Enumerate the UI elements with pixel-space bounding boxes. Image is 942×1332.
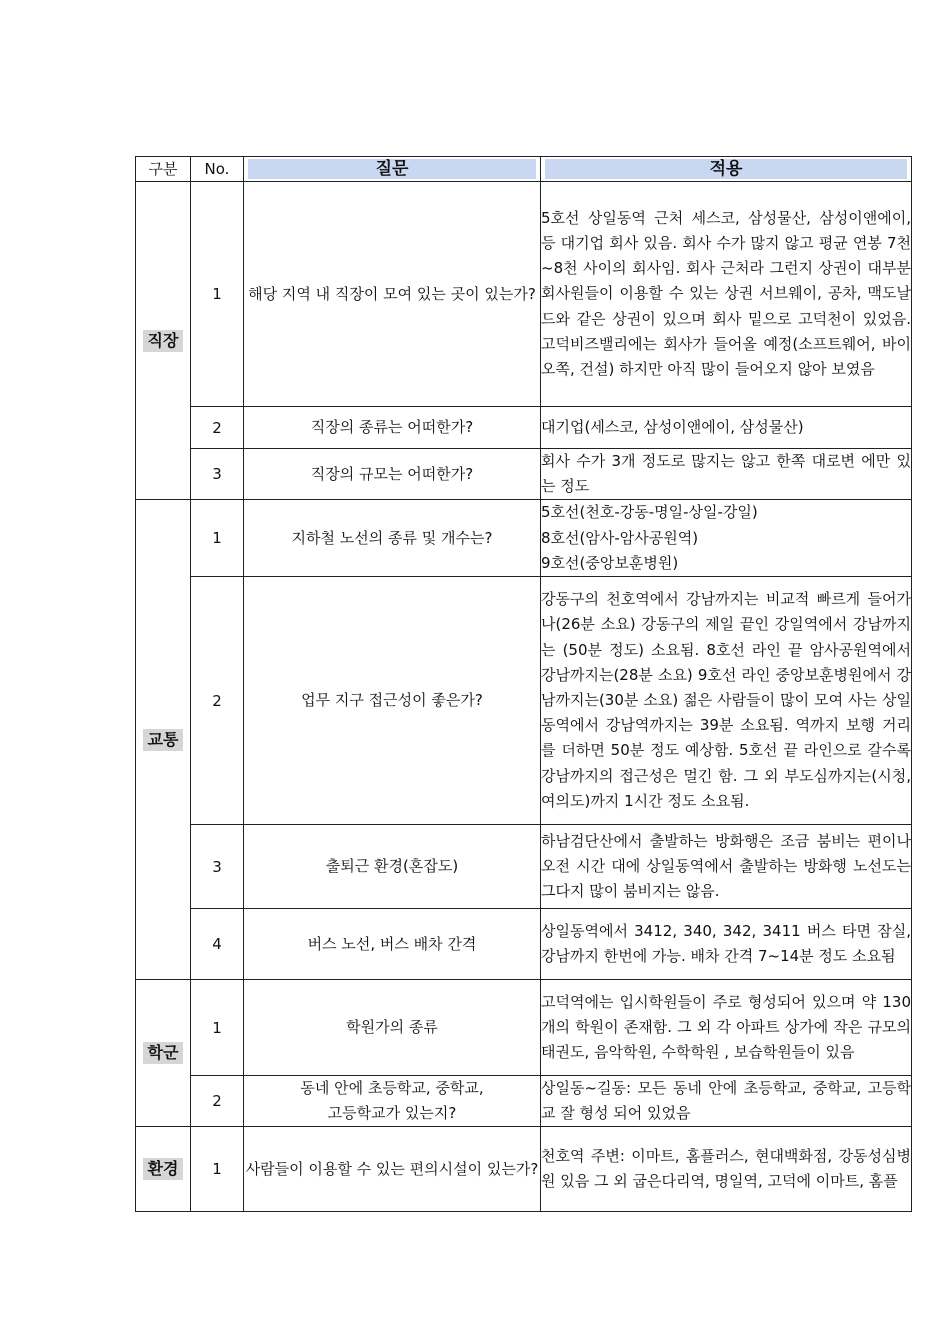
table-row [136,1076,912,1127]
question-cell: 사람들이 이용할 수 있는 편의시설이 있는가? [244,1127,541,1212]
row-number: 4 [191,909,244,980]
table-row [136,407,912,449]
question-line: 고등학교가 있는지? [327,1104,457,1123]
answer-cell: 하남검단산에서 출발하는 방화행은 조금 붐비는 편이나 오전 시간 대에 상일동역에서 출발하는 방화행 노선도는 그다지 많이 붐비지는 않음. [541,825,912,909]
answer-cell: 회사 수가 3개 정도로 많지는 않고 한쪽 대로변 에만 있는 정도 [541,449,912,500]
table-row [136,449,912,500]
category-environment: 환경 [136,1127,191,1212]
question-cell: 직장의 종류는 어떠한가? [244,407,541,449]
table-row [136,182,912,407]
question-cell [244,1076,541,1127]
header-category: 구분 [136,157,191,182]
survey-table [135,156,912,1212]
row-number: 1 [191,182,244,407]
answer-line: 5호선(천호-강동-명일-상일-강일) [541,503,758,522]
row-number: 3 [191,449,244,500]
question-line: 동네 안에 초등학교, 중학교, [300,1079,484,1098]
answer-cell: 천호역 주변: 이마트, 홈플러스, 현대백화점, 강동성심병원 있음 그 외 굽은다리역, 명일역, 고덕에 이마트, 홈플 [541,1127,912,1212]
question-cell: 업무 지구 접근성이 좋은가? [244,577,541,825]
question-cell: 지하철 노선의 종류 및 개수는? [244,500,541,577]
header-question: 질문 [244,157,541,182]
table-row [136,1127,912,1212]
category-transport: 교통 [136,500,191,980]
question-cell: 해당 지역 내 직장이 모여 있는 곳이 있는가? [244,182,541,407]
row-number: 1 [191,1127,244,1212]
row-number: 3 [191,825,244,909]
row-number: 1 [191,500,244,577]
answer-cell: 상일동역에서 3412, 340, 342, 3411 버스 타면 잠실, 강남까지 한번에 가능. 배차 간격 7~14분 정도 소요됨 [541,909,912,980]
category-school: 학군 [136,980,191,1127]
answer-cell: 5호선 상일동역 근처 세스코, 삼성물산, 삼성이앤에이, 등 대기업 회사 있음. 회사 수가 많지 않고 평균 연봉 7천~8천 사이의 회사임. 회사 근처라 그런지 상권이 대부분 회사원들이 이용할 수 있는 상권 서브웨이, 공차, 맥도날드와 같은 상권이 있으며 회사 밑으로 고덕천이 있었음. 고덕비즈밸리에는 회사가 들어올 예정(소프트웨어, 바이오쪽, 건설) 하지만 아직 많이 들어오지 않아 보였음 [541,182,912,407]
answer-cell: 대기업(세스코, 삼성이앤에이, 삼성물산) [541,407,912,449]
answer-cell: 상일동~길동: 모든 동네 안에 초등학교, 중학교, 고등학교 잘 형성 되어 있었음 [541,1076,912,1127]
question-cell: 직장의 규모는 어떠한가? [244,449,541,500]
answer-line: 9호선(중앙보훈병원) [541,553,679,572]
answer-cell: 강동구의 천호역에서 강남까지는 비교적 빠르게 들어가나(26분 소요) 강동구의 제일 끝인 강일역에서 강남까지는 (50분 정도) 소요됨. 8호선 라인 끝 암사공원역에서 강남까지는(28분 소요) 9호선 라인 중앙보훈병원에서 강남까지는(30분 소요) 젊은 사람들이 많이 모여 사는 상일동역에서 강남역까지는 39분 소요됨. 역까지 보행 거리를 더하면 50분 정도 예상함. 5호선 끝 라인으로 갈수록 강남까지의 접근성은 멀긴 함. 그 외 부도심까지는(시청, 여의도)까지 1시간 정도 소요됨. [541,577,912,825]
row-number: 2 [191,1076,244,1127]
answer-line: 8호선(암사-암사공원역) [541,528,699,547]
table-row [136,825,912,909]
row-number: 2 [191,407,244,449]
table-row [136,500,912,577]
category-work: 직장 [136,182,191,500]
table-row [136,577,912,825]
header-number: No. [191,157,244,182]
answer-cell: 고덕역에는 입시학원들이 주로 형성되어 있으며 약 130개의 학원이 존재함. 그 외 각 아파트 상가에 작은 규모의 태권도, 음악학원, 수학학원 , 보습학원들이 있음 [541,980,912,1076]
header-application: 적용 [541,157,912,182]
row-number: 1 [191,980,244,1076]
question-cell: 학원가의 종류 [244,980,541,1076]
question-cell: 버스 노선, 버스 배차 간격 [244,909,541,980]
table-row [136,980,912,1076]
question-cell: 출퇴근 환경(혼잡도) [244,825,541,909]
header-row [136,157,912,182]
table-row [136,909,912,980]
row-number: 2 [191,577,244,825]
answer-cell [541,500,912,577]
